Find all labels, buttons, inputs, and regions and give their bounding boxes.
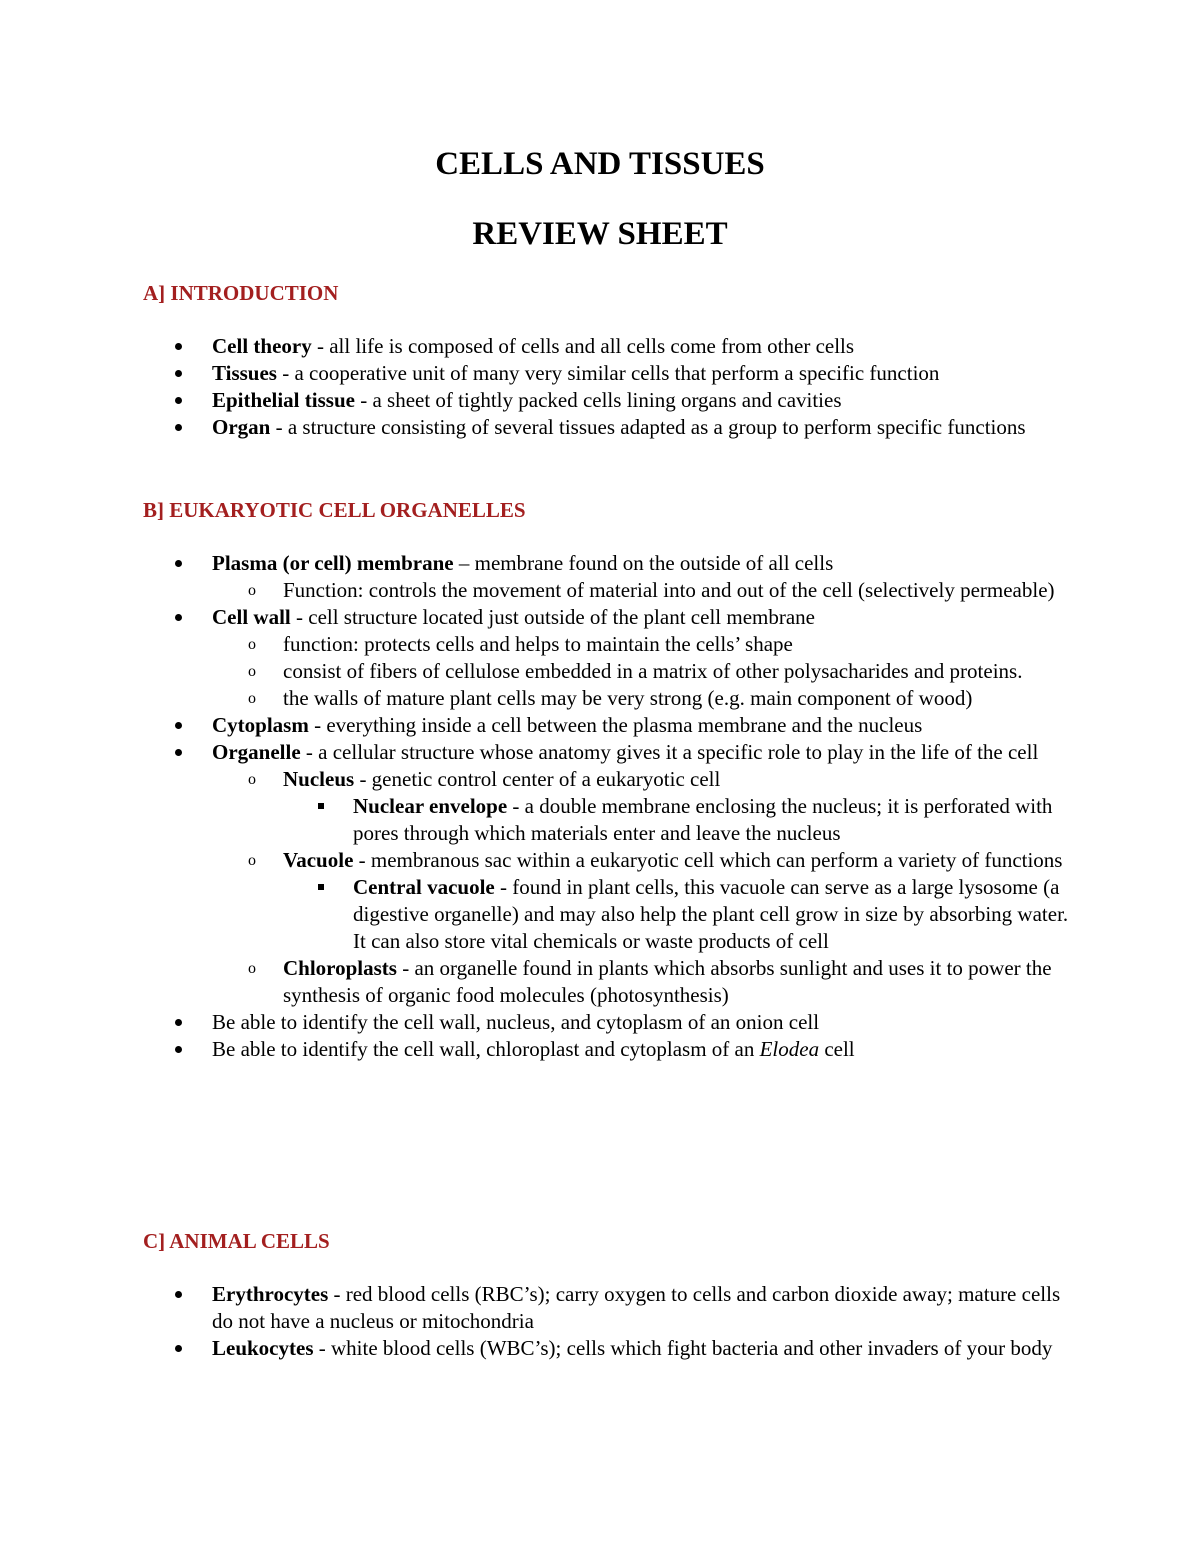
bullet-icon — [168, 333, 188, 360]
bullet-icon — [168, 360, 188, 387]
species-name: Elodea — [759, 1037, 820, 1061]
list-item — [0, 333, 1200, 360]
term: Epithelial tissue — [212, 388, 355, 412]
definition: - everything inside a cell between the plasma membrane and the nucleus — [308, 713, 923, 737]
term: Nucleus — [283, 767, 355, 791]
definition: - a cooperative unit of many very similar cells that perform a specific function — [276, 361, 940, 385]
circle-bullet-icon: o — [248, 690, 256, 707]
list-item — [0, 360, 1200, 387]
circle-bullet-icon: o — [248, 636, 256, 653]
term: Plasma (or cell) membrane — [212, 551, 454, 575]
document-subtitle: REVIEW SHEET — [472, 216, 728, 252]
definition: - red blood cells (RBC’s); carry oxygen to cells and carbon dioxide away; mature cells do not have a nucleus or mitochondria — [212, 1282, 1061, 1333]
detail: consist of fibers of cellulose embedded in a matrix of other polysacharides and proteins. — [283, 659, 1023, 683]
sub-sub-list-item — [0, 793, 1200, 847]
sub-list-item — [0, 658, 1200, 685]
definition: - white blood cells (WBC’s); cells which fight bacteria and other invaders of your body — [313, 1336, 1053, 1360]
bullet-icon — [168, 1036, 188, 1063]
section-heading-introduction: A] INTRODUCTION — [143, 281, 339, 305]
detail: the walls of mature plant cells may be very strong (e.g. main component of wood) — [283, 686, 973, 710]
term: Leukocytes — [212, 1336, 314, 1360]
bullet-icon — [168, 1335, 188, 1362]
sub-sub-list-item — [0, 874, 1200, 955]
term: Nuclear envelope — [353, 794, 508, 818]
definition: - a cellular structure whose anatomy gives it a specific role to play in the life of the cell — [300, 740, 1039, 764]
sub-list-item — [0, 847, 1200, 874]
bullet-icon — [168, 414, 188, 441]
instruction: Be able to identify the cell wall, chloroplast and cytoplasm of an — [212, 1037, 760, 1061]
definition: – membrane found on the outside of all cells — [453, 551, 834, 575]
list-item — [0, 1335, 1200, 1362]
definition: - all life is composed of cells and all cells come from other cells — [311, 334, 855, 358]
term: Vacuole — [283, 848, 354, 872]
introduction-list — [0, 333, 1200, 441]
sub-list-item — [0, 766, 1200, 793]
definition: - a structure consisting of several tissues adapted as a group to perform specific functions — [270, 415, 1026, 439]
list-item — [0, 387, 1200, 414]
list-item — [0, 712, 1200, 739]
bullet-icon — [168, 739, 188, 766]
detail: function: protects cells and helps to maintain the cells’ shape — [283, 632, 793, 656]
list-item — [0, 550, 1200, 577]
list-item — [0, 604, 1200, 631]
definition: - an organelle found in plants which absorbs sunlight and uses it to power the synthesis of organic food molecules (photosynthesis) — [283, 956, 1052, 1007]
term: Organelle — [212, 740, 301, 764]
definition: - membranous sac within a eukaryotic cell which can perform a variety of functions — [353, 848, 1063, 872]
document-title: CELLS AND TISSUES — [435, 146, 765, 182]
circle-bullet-icon: o — [248, 852, 256, 869]
instruction: Be able to identify the cell wall, nucleus, and cytoplasm of an onion cell — [212, 1010, 820, 1034]
term: Erythrocytes — [212, 1282, 329, 1306]
sub-list-item — [0, 631, 1200, 658]
definition: - a sheet of tightly packed cells lining organs and cavities — [354, 388, 842, 412]
bullet-icon — [168, 1009, 188, 1036]
square-bullet-icon — [311, 793, 331, 820]
sub-list-item — [0, 955, 1200, 1009]
definition: - found in plant cells, this vacuole can serve as a large lysosome (a digestive organelle) and may also help the plant cell grow in size by absorbing water. It can also store vital chemicals or waste products of cell — [353, 875, 1069, 953]
bullet-icon — [168, 712, 188, 739]
bullet-icon — [168, 1281, 188, 1308]
circle-bullet-icon: o — [248, 663, 256, 680]
list-item — [0, 1036, 1200, 1063]
list-item — [0, 414, 1200, 441]
list-item — [0, 1009, 1200, 1036]
sub-list-item — [0, 685, 1200, 712]
circle-bullet-icon: o — [248, 582, 256, 599]
definition: - genetic control center of a eukaryotic cell — [354, 767, 721, 791]
term: Chloroplasts — [283, 956, 397, 980]
animal-cells-list — [0, 1281, 1200, 1362]
list-item — [0, 1281, 1200, 1335]
term: Cytoplasm — [212, 713, 309, 737]
term: Cell wall — [212, 605, 291, 629]
term: Organ — [212, 415, 271, 439]
definition: - cell structure located just outside of the plant cell membrane — [290, 605, 815, 629]
definition: - a double membrane enclosing the nucleus; it is perforated with pores through which materials enter and leave the nucleus — [353, 794, 1053, 845]
list-item — [0, 739, 1200, 766]
detail: Function: controls the movement of material into and out of the cell (selectively permeable) — [283, 578, 1055, 602]
square-bullet-icon — [311, 874, 331, 901]
circle-bullet-icon: o — [248, 960, 256, 977]
section-heading-organelles: B] EUKARYOTIC CELL ORGANELLES — [143, 498, 526, 522]
bullet-icon — [168, 387, 188, 414]
sub-list-item — [0, 577, 1200, 604]
bullet-icon — [168, 550, 188, 577]
term: Cell theory — [212, 334, 312, 358]
circle-bullet-icon: o — [248, 771, 256, 788]
term: Tissues — [212, 361, 277, 385]
instruction-end: cell — [819, 1037, 855, 1061]
section-heading-animal-cells: C] ANIMAL CELLS — [143, 1229, 330, 1253]
bullet-icon — [168, 604, 188, 631]
term: Central vacuole — [353, 875, 495, 899]
organelles-list — [0, 550, 1200, 1063]
